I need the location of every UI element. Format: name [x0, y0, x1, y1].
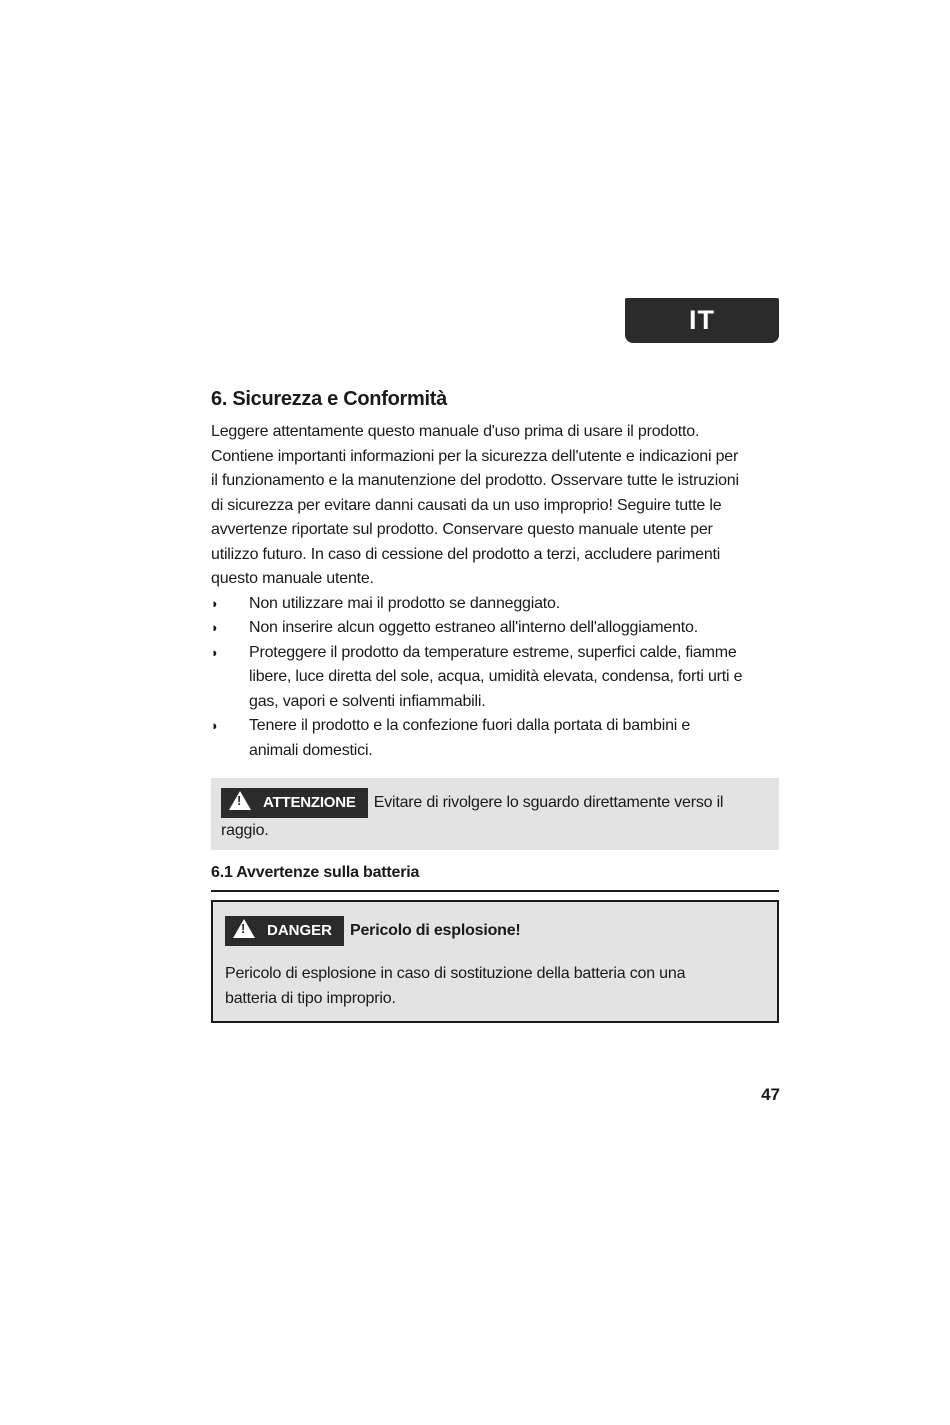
bullet-icon: ◗: [211, 620, 219, 635]
attention-notice: [211, 778, 779, 850]
bullet-line: Proteggere il prodotto da temperature estreme, superfici calde, fiamme: [249, 643, 737, 661]
danger-notice: [211, 900, 779, 1023]
bullet-icon: ◗: [211, 595, 219, 611]
list-item: [211, 592, 779, 617]
bullet-line: libere, luce diretta del sole, acqua, umidità elevata, condensa, forti urti e: [249, 668, 743, 685]
bullet-line: Tenere il prodotto e la confezione fuori dalla portata di bambini e: [249, 717, 691, 734]
bullet-line: Non utilizzare mai il prodotto se danneggiato.: [249, 594, 560, 612]
intro-paragraph: [211, 420, 779, 592]
page-content: [211, 384, 779, 1023]
subsection-heading: 6.1 Avvertenze sulla batteria: [211, 860, 779, 892]
bullet-line: animali domestici.: [249, 741, 373, 759]
attention-text: Evitare di rivolgere lo sguardo direttamente verso il raggio.: [221, 794, 724, 839]
list-item: [211, 641, 779, 715]
intro-line: Contiene importanti informazioni per la sicurezza dell'utente e indicazioni per: [211, 447, 739, 465]
intro-line: di sicurezza per evitare danni causati da un uso improprio! Seguire tutte le: [211, 496, 722, 514]
danger-text-line: batteria di tipo improprio.: [225, 989, 396, 1007]
danger-badge-label: DANGER: [267, 922, 333, 939]
bullet-icon: ◗: [211, 644, 219, 660]
intro-line: utilizzo futuro. In caso di cessione del prodotto a terzi, accludere parimenti: [211, 545, 721, 563]
danger-title: Pericolo di esplosione!: [350, 922, 521, 939]
bullet-icon: ◗: [211, 718, 219, 733]
intro-line: questo manuale utente.: [211, 570, 374, 587]
bullet-line: gas, vapori e solventi infiammabili.: [249, 692, 486, 710]
warning-triangle-icon: [233, 919, 255, 938]
safety-bullet-list: [211, 592, 779, 764]
list-item: [211, 616, 779, 641]
section-heading: 6. Sicurezza e Conformità: [211, 388, 447, 410]
danger-text: [225, 962, 765, 1011]
danger-header: [225, 916, 765, 946]
intro-line: il funzionamento e la manutenzione del prodotto. Osservare tutte le istruzioni: [211, 472, 739, 489]
danger-text-line: Pericolo di esplosione in caso di sostituzione della batteria con una: [225, 965, 686, 982]
attention-badge-label: ATTENZIONE: [263, 794, 356, 811]
language-tab: IT: [625, 298, 779, 343]
danger-badge: [225, 916, 344, 946]
intro-line: avvertenze riportate sul prodotto. Conservare questo manuale utente per: [211, 521, 713, 538]
warning-triangle-icon: [229, 791, 251, 810]
page-number: 47: [761, 1085, 780, 1104]
list-item: [211, 714, 779, 763]
intro-line: Leggere attentamente questo manuale d'uso prima di usare il prodotto.: [211, 423, 700, 440]
attention-badge: [221, 788, 368, 818]
bullet-line: Non inserire alcun oggetto estraneo all'interno dell'alloggiamento.: [249, 619, 698, 636]
